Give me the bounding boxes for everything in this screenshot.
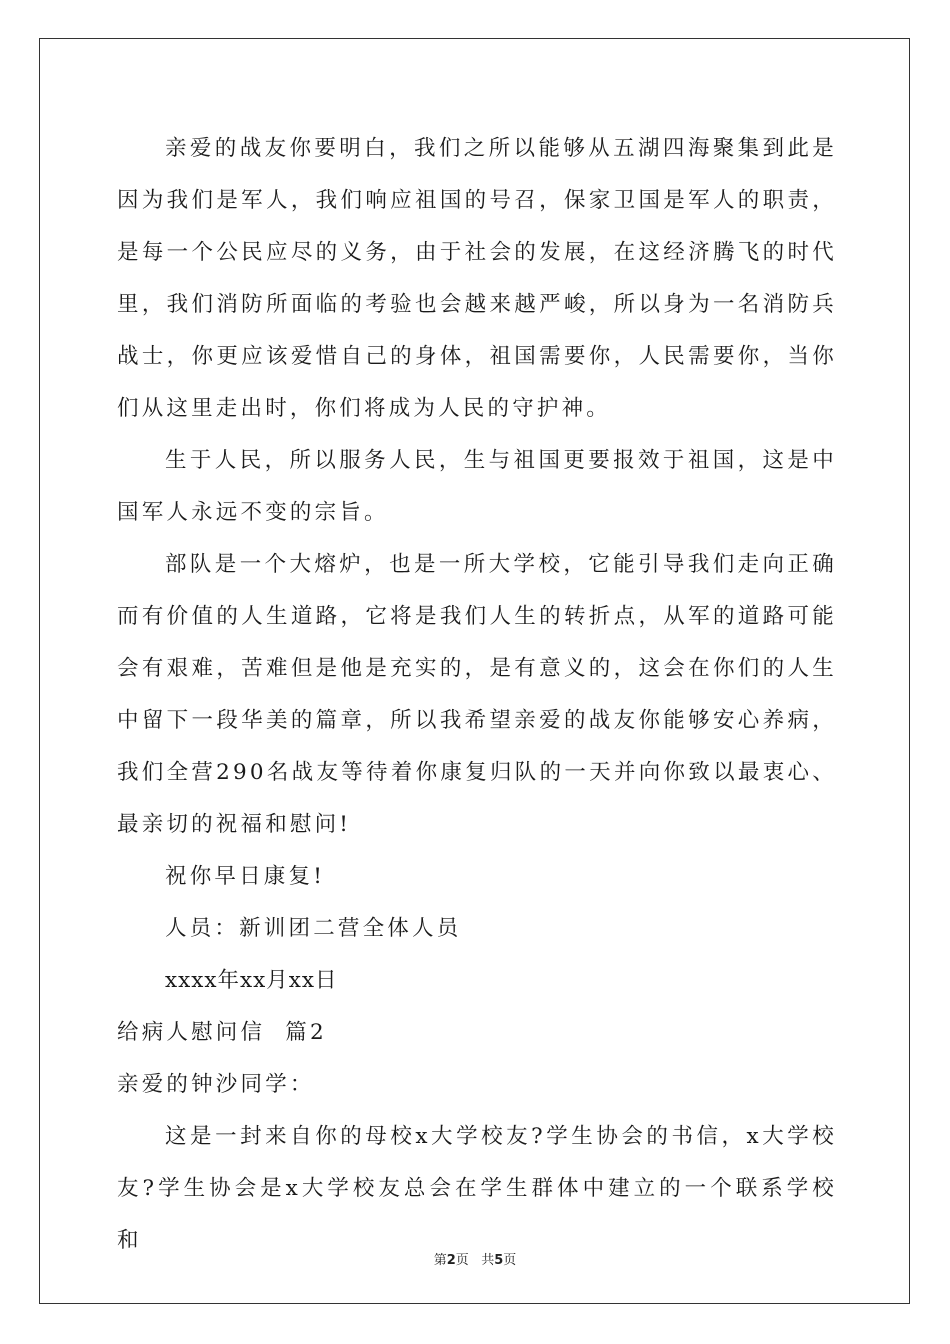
total-prefix: 共	[481, 1253, 495, 1268]
document-body	[117, 123, 837, 1267]
paragraph-4: 这是一封来自你的母校x大学校友?学生协会的书信，x大学校友?学生协会是x大学校友总会在学生群体中建立的一个联系学校和	[117, 1124, 837, 1253]
salutation: 亲爱的钟沙同学：	[117, 1072, 315, 1097]
date-line: xxxx年xx月xx日	[165, 968, 338, 993]
page-footer	[0, 1249, 950, 1268]
page-prefix: 第	[433, 1253, 447, 1268]
total-suffix: 页	[503, 1253, 517, 1268]
paragraph-3: 部队是一个大熔炉，也是一所大学校，它能引导我们走向正确而有价值的人生道路，它将是我们人生的转折点，从军的道路可能会有艰难，苦难但是他是充实的，是有意义的，这会在你们的人生中留下一段华美的篇章，所以我希望亲爱的战友你能够安心养病，我们全营290名战友等待着你康复归队的一天并向你致以最衷心、最亲切的祝福和慰问!	[117, 552, 837, 837]
total-page-number: 5	[494, 1253, 504, 1268]
paragraph-2: 生于人民，所以服务人民，生与祖国更要报效于祖国，这是中国军人永远不变的宗旨。	[117, 448, 837, 525]
sender-line: 人员：新训团二营全体人员	[165, 916, 462, 941]
closing-wish: 祝你早日康复!	[165, 864, 326, 889]
current-page-number: 2	[446, 1253, 456, 1268]
page-suffix: 页	[455, 1253, 469, 1268]
section-title: 给病人慰问信 篇2	[117, 1020, 327, 1045]
paragraph-1: 亲爱的战友你要明白，我们之所以能够从五湖四海聚集到此是因为我们是军人，我们响应祖国的号召，保家卫国是军人的职责，是每一个公民应尽的义务，由于社会的发展，在这经济腾飞的时代里，我们消防所面临的考验也会越来越严峻，所以身为一名消防兵战士，你更应该爱惜自己的身体，祖国需要你，人民需要你，当你们从这里走出时，你们将成为人民的守护神。	[117, 136, 837, 421]
